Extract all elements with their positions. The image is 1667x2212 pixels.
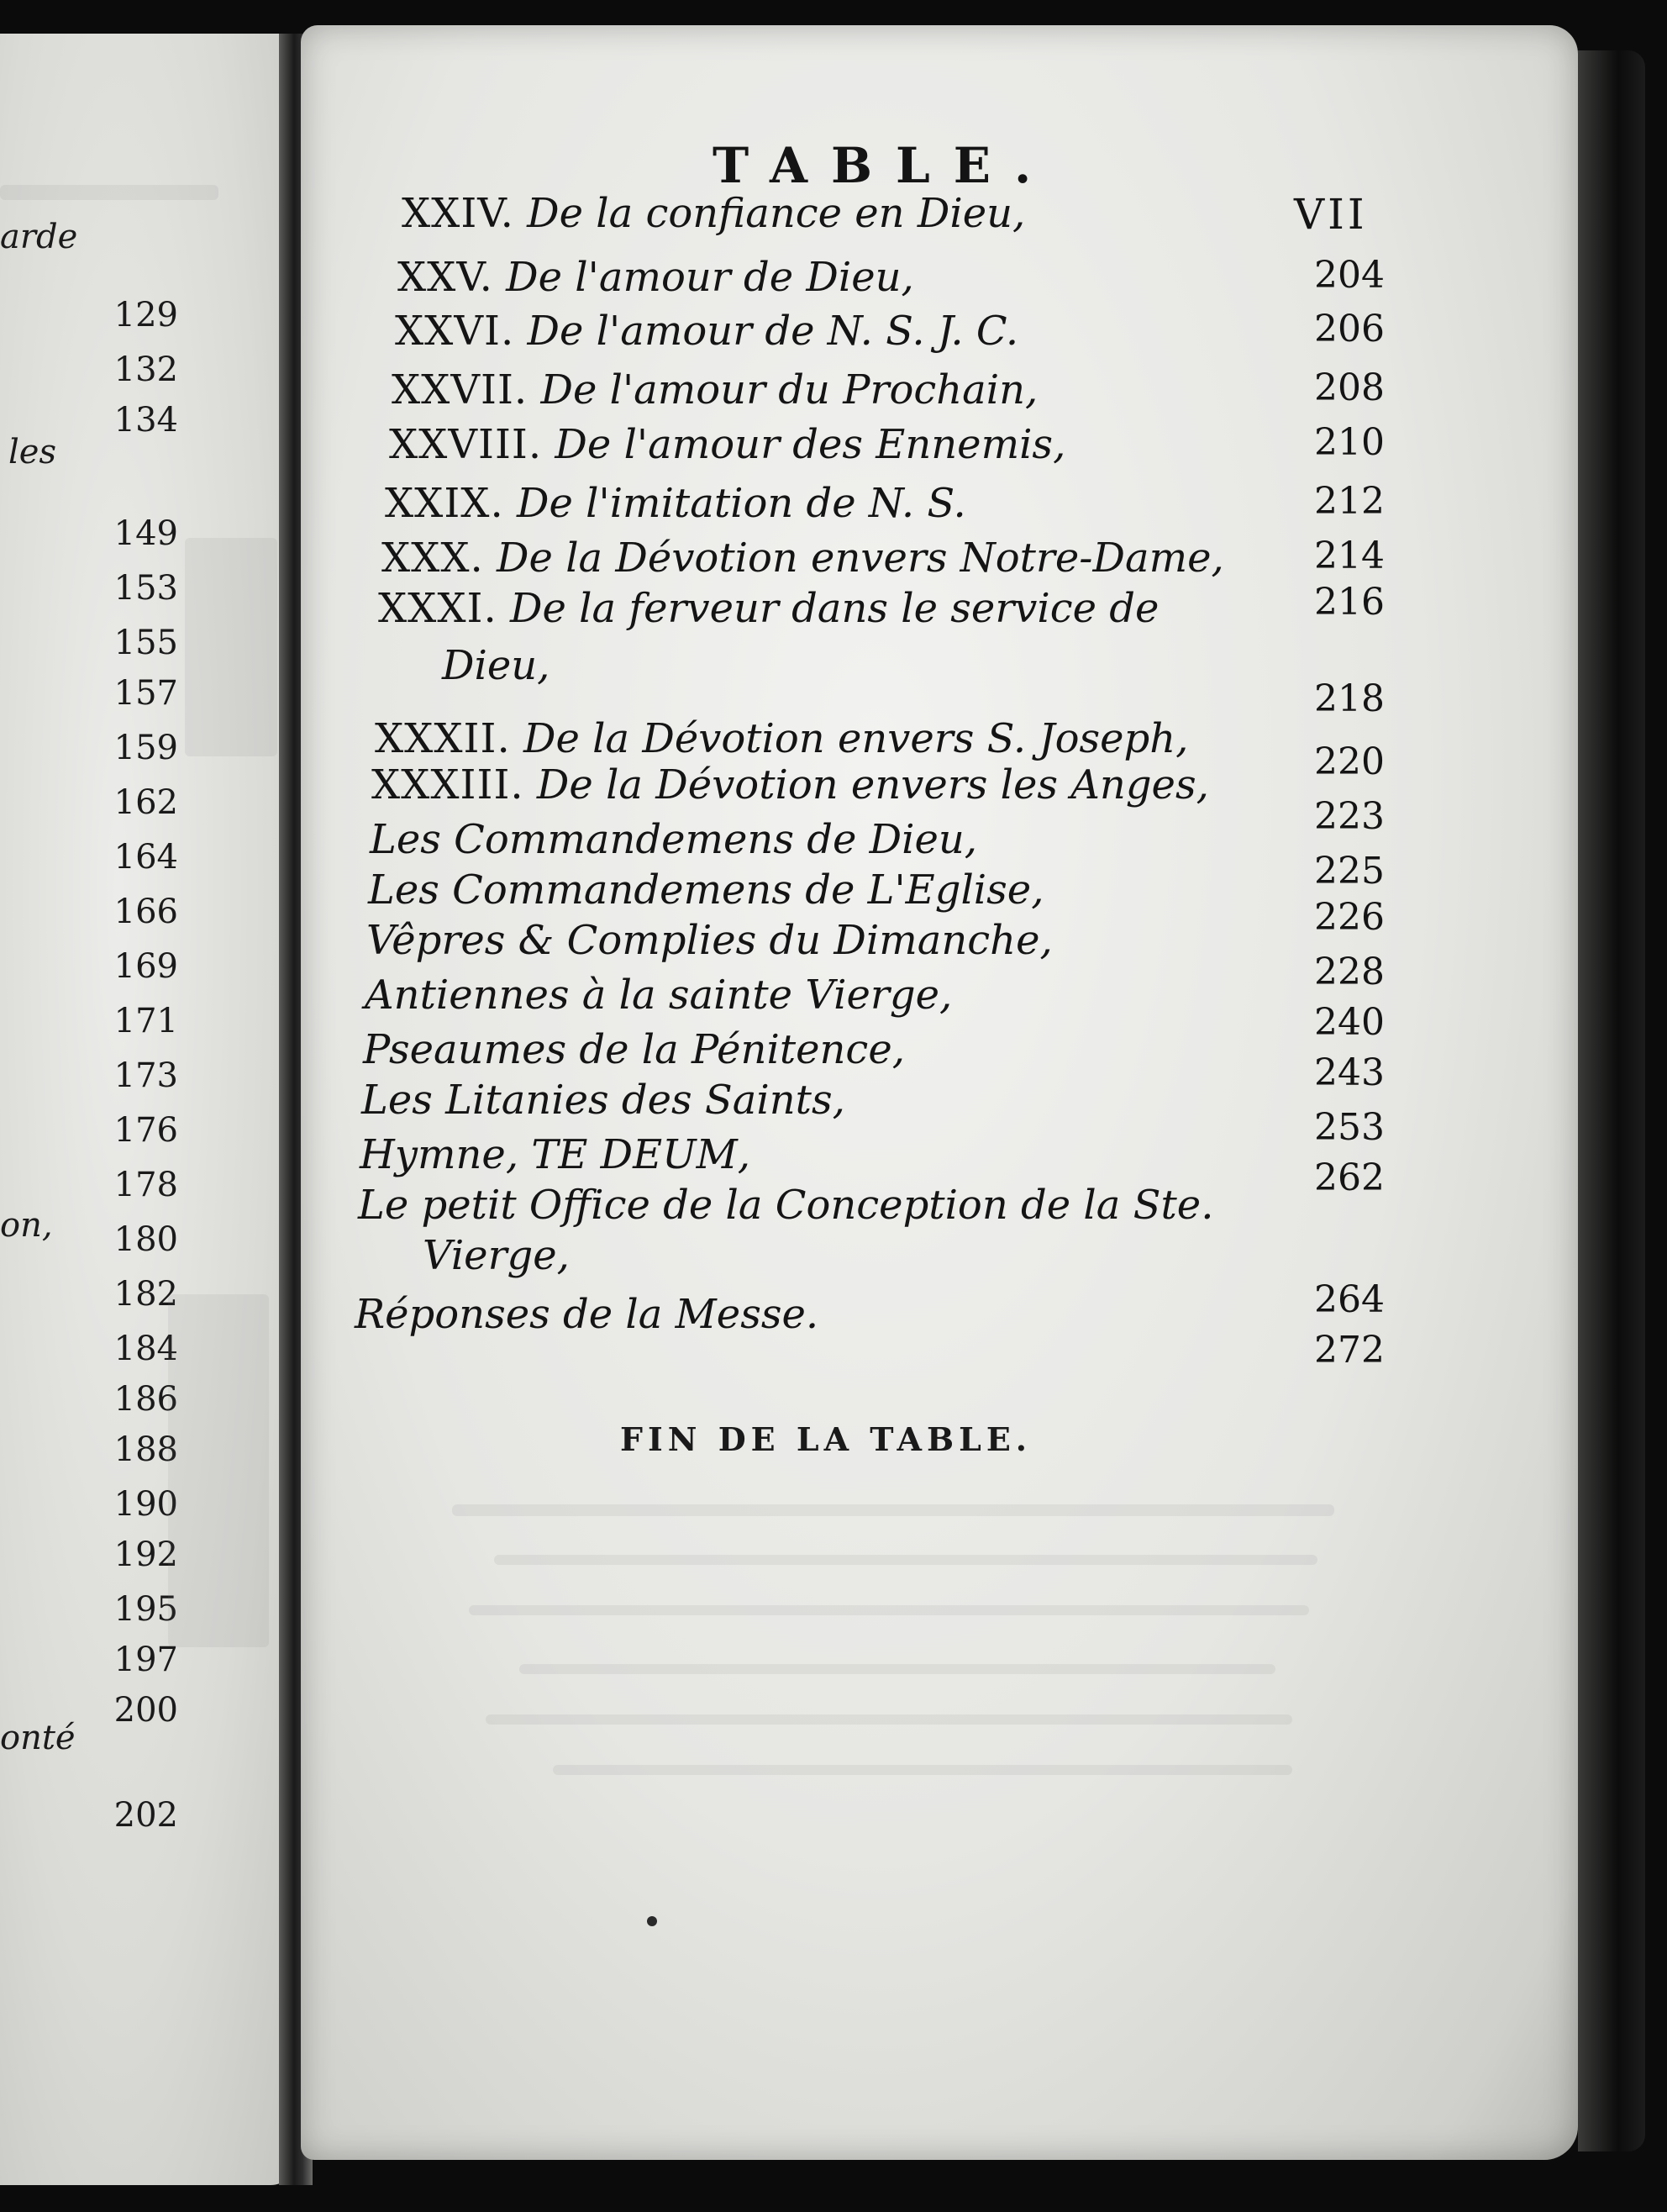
folio-number: VII xyxy=(1294,190,1368,239)
left-page-number: 197 xyxy=(113,1641,178,1679)
toc-entry-label xyxy=(365,972,953,1019)
chapter-title: Les Commandemens de Dieu, xyxy=(370,816,978,863)
toc-entry-label xyxy=(402,190,1026,237)
left-page-number: 180 xyxy=(113,1220,178,1259)
chapter-title: Le petit Office de la Conception de la Ste. xyxy=(358,1182,1214,1229)
toc-entry-label xyxy=(395,308,1019,355)
toc-page-number: 226 xyxy=(1314,896,1385,939)
end-of-table: FIN DE LA TABLE. xyxy=(620,1420,1033,1458)
toc-page-number: 272 xyxy=(1314,1329,1385,1372)
chapter-number: XXXI. xyxy=(378,585,497,632)
left-page-number: 200 xyxy=(113,1691,178,1730)
left-page-number: 166 xyxy=(113,893,178,931)
toc-entry-label xyxy=(368,866,1044,914)
left-page-number: 171 xyxy=(113,1002,178,1040)
toc-entry-label xyxy=(375,715,1189,762)
chapter-title: De l'amour des Ennemis, xyxy=(555,421,1066,468)
left-page-number: 157 xyxy=(113,674,178,713)
left-fragment: onté xyxy=(0,1719,76,1757)
toc-entry-label xyxy=(389,421,1066,468)
toc-page-number: 204 xyxy=(1314,254,1385,297)
toc-entry-label xyxy=(363,1026,905,1073)
chapter-title: Antiennes à la sainte Vierge, xyxy=(365,972,953,1019)
chapter-number: XXIV. xyxy=(402,190,514,237)
left-page-number: 202 xyxy=(113,1796,178,1835)
chapter-number: XXV. xyxy=(397,254,493,301)
toc-page-number: 223 xyxy=(1314,795,1385,838)
left-page-number: 159 xyxy=(113,729,178,767)
toc-entry-label xyxy=(361,1077,845,1124)
toc-page-number: 262 xyxy=(1314,1156,1385,1199)
chapter-title: Les Commandemens de L'Eglise, xyxy=(368,866,1044,914)
left-page-number: 190 xyxy=(113,1485,178,1524)
left-page xyxy=(0,34,296,2185)
chapter-title: De l'amour de Dieu, xyxy=(506,254,914,301)
chapter-number: XXXII. xyxy=(375,715,511,762)
toc-entry-label xyxy=(370,816,978,863)
chapter-number: XXVI. xyxy=(395,308,515,355)
toc-page-number: 253 xyxy=(1314,1106,1385,1149)
chapter-title: De la ferveur dans le service de xyxy=(510,585,1160,632)
chapter-title: Vêpres & Complies du Dimanche, xyxy=(366,917,1053,964)
toc-page-number: 218 xyxy=(1314,677,1385,720)
chapter-number: XXXIII. xyxy=(371,761,524,808)
toc-page-number: 228 xyxy=(1314,951,1385,993)
left-page-number: 173 xyxy=(113,1056,178,1095)
left-fragment: arde xyxy=(0,218,78,256)
toc-entry-label xyxy=(385,480,966,527)
chapter-title: De la Dévotion envers Notre-Dame, xyxy=(497,535,1224,582)
toc-entry-label xyxy=(366,917,1053,964)
toc-page-number: 216 xyxy=(1314,581,1385,624)
toc-entry-label xyxy=(397,254,914,301)
page-title: TABLE. xyxy=(713,137,1055,194)
chapter-title: Réponses de la Messe. xyxy=(355,1291,819,1338)
toc-page-number: 264 xyxy=(1314,1278,1385,1321)
chapter-title: Hymne, TE DEUM, xyxy=(360,1131,751,1178)
printer-mark xyxy=(647,1916,657,1926)
left-page-number: 184 xyxy=(113,1330,178,1368)
toc-entry-label xyxy=(378,585,1160,632)
left-page-number: 182 xyxy=(113,1275,178,1314)
toc-entry-label xyxy=(392,366,1039,413)
toc-page-number: 220 xyxy=(1314,740,1385,783)
left-page-number: 188 xyxy=(113,1430,178,1469)
chapter-title: De la Dévotion envers S. Joseph, xyxy=(523,715,1189,762)
chapter-title-continuation: Vierge, xyxy=(423,1232,570,1279)
chapter-title: De la confiance en Dieu, xyxy=(527,190,1026,237)
chapter-number: XXVIII. xyxy=(389,421,543,468)
chapter-number: XXIX. xyxy=(385,480,504,527)
left-page-number: 169 xyxy=(113,947,178,986)
toc-entry-label xyxy=(371,761,1209,808)
toc-page-number: 210 xyxy=(1314,421,1385,464)
left-page-number: 155 xyxy=(113,624,178,662)
table-page xyxy=(301,25,1578,2160)
left-page-number: 149 xyxy=(113,514,178,553)
chapter-title-continuation: Dieu, xyxy=(442,642,550,689)
toc-page-number: 243 xyxy=(1314,1051,1385,1094)
left-page-number: 178 xyxy=(113,1166,178,1204)
chapter-title: De la Dévotion envers les Anges, xyxy=(536,761,1209,808)
chapter-title: De l'imitation de N. S. xyxy=(517,480,966,527)
toc-page-number: 208 xyxy=(1314,366,1385,409)
left-page-number: 186 xyxy=(113,1380,178,1419)
toc-page-number: 225 xyxy=(1314,850,1385,893)
toc-page-number: 240 xyxy=(1314,1001,1385,1044)
left-page-number: 153 xyxy=(113,569,178,608)
toc-entry-label xyxy=(355,1291,819,1338)
toc-entry-label xyxy=(381,535,1224,582)
chapter-number: XXVII. xyxy=(392,366,528,413)
chapter-title: Les Litanies des Saints, xyxy=(361,1077,845,1124)
page-edge xyxy=(1578,50,1645,2151)
left-page-number: 176 xyxy=(113,1111,178,1150)
toc-entry-label xyxy=(358,1182,1214,1229)
toc-entry-label xyxy=(360,1131,751,1178)
toc-page-number: 212 xyxy=(1314,480,1385,523)
left-fragment: on, xyxy=(0,1206,53,1245)
left-page-number: 195 xyxy=(113,1590,178,1629)
toc-page-number: 206 xyxy=(1314,308,1385,350)
chapter-title: De l'amour de N. S. J. C. xyxy=(527,308,1019,355)
left-page-number: 192 xyxy=(113,1535,178,1574)
left-page-number: 162 xyxy=(113,783,178,822)
chapter-number: XXX. xyxy=(381,535,484,582)
toc-page-number: 214 xyxy=(1314,535,1385,577)
left-page-number: 164 xyxy=(113,838,178,877)
left-page-number: 129 xyxy=(113,296,178,334)
chapter-title: Pseaumes de la Pénitence, xyxy=(363,1026,905,1073)
left-page-number: 132 xyxy=(113,350,178,389)
chapter-title: De l'amour du Prochain, xyxy=(540,366,1039,413)
left-fragment: les xyxy=(8,433,56,471)
left-page-number: 134 xyxy=(113,401,178,440)
